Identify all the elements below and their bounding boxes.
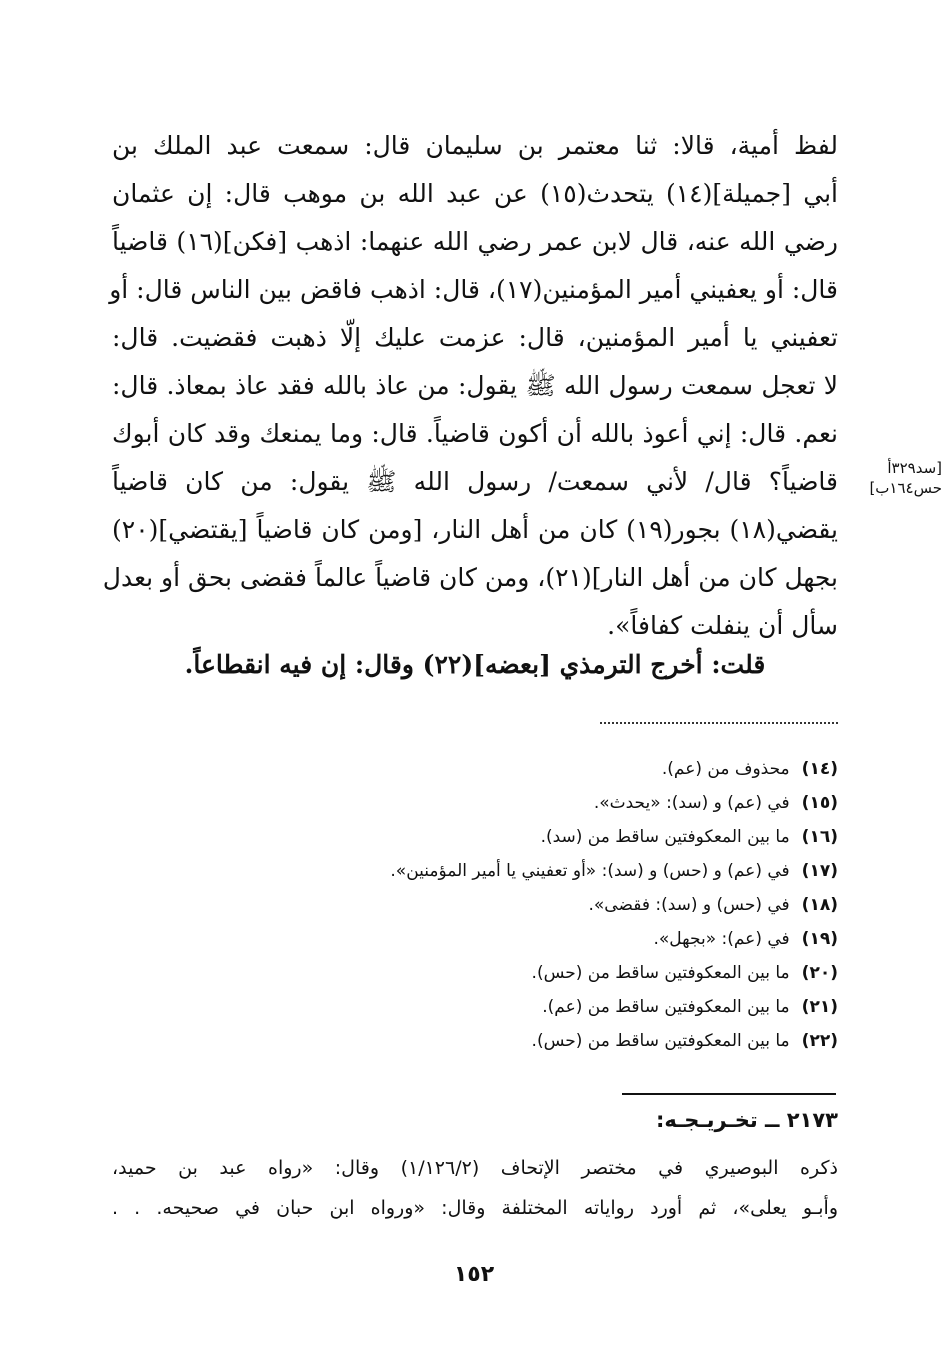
footnote-text: ما بين المعكوفتين ساقط من (سد). — [540, 827, 790, 847]
takhrij-separator-rule — [622, 1093, 836, 1095]
footnote-text: في (عم): «بجهل». — [653, 929, 790, 949]
takhrij-line: وأبـو يعلى»، ثم أورد رواياته المختلفة وقال: «ورواه ابن حبان في صحيحه. . . — [112, 1197, 838, 1219]
footnote-item — [330, 922, 838, 956]
takhrij-line: ذكره البوصيري في مختصر الإتحاف (١/١٢٦/٢) وقال: «رواه عبد بن حميد، — [112, 1157, 838, 1179]
main-text-line: رضي الله عنه، قال لابن عمر رضي الله عنهما: اذهب [فكن](١٦) قاضياً — [112, 227, 838, 256]
footnote-number: (١٦) — [801, 827, 838, 847]
footnote-number: (١٩) — [801, 929, 838, 949]
author-conclusion: قلت: أخرج الترمذي [بعضه](٢٢) وقال: إن فيه انقطاعاً. — [184, 650, 766, 679]
footnote-separator — [600, 722, 838, 724]
footnote-number: (٢٠) — [801, 963, 838, 983]
main-text-line: أبي [جميلة](١٤) يتحدث(١٥) عن عبد الله بن موهب قال: إن عثمان — [112, 179, 838, 208]
footnote-number: (١٨) — [801, 895, 838, 915]
footnote-item — [330, 956, 838, 990]
takhrij-heading: ٢١٧٣ ــ تخـريـجـه: — [655, 1108, 838, 1132]
footnotes-list — [330, 752, 838, 1058]
main-text-line: لا تعجل سمعت رسول الله ﷺ يقول: من عاذ بالله فقد عاذ بمعاذ. قال: — [112, 371, 838, 400]
footnote-item — [330, 820, 838, 854]
main-text-line: سأل أن ينفلت كفافاً». — [607, 611, 838, 640]
main-text-line: تعفيني يا أمير المؤمنين، قال: عزمت عليك إلّا ذهبت فقضيت. قال: — [112, 323, 838, 352]
footnote-item — [330, 1024, 838, 1058]
footnote-number: (٢١) — [801, 997, 838, 1017]
main-text-line: قاضياً؟ قال/ لأني سمعت/ رسول الله ﷺ يقول: من كان قاضياً — [112, 467, 838, 496]
main-text-line: قال: أو يعفيني أمير المؤمنين(١٧)، قال: اذهب فاقض بين الناس قال: أو — [109, 275, 838, 304]
footnote-item — [330, 786, 838, 820]
footnote-text: في (حس) و (سد): فقضى». — [588, 895, 790, 915]
footnote-item — [330, 990, 838, 1024]
main-text-block — [102, 122, 838, 650]
footnote-text: ما بين المعكوفتين ساقط من (حس). — [531, 1031, 790, 1051]
footnote-number: (٢٢) — [801, 1031, 838, 1051]
footnote-item — [330, 888, 838, 922]
footnote-text: ما بين المعكوفتين ساقط من (عم). — [542, 997, 790, 1017]
margin-manuscript-reference — [838, 458, 942, 498]
main-text-line: نعم. قال: إني أعوذ بالله أن أكون قاضياً. قال: وما يمنعك وقد كان أبوك — [112, 419, 838, 448]
margin-note-line: حس١٦٤ب] — [869, 479, 942, 497]
footnote-number: (١٤) — [801, 759, 838, 779]
takhrij-body — [112, 1148, 838, 1228]
page-number: ١٥٢ — [453, 1262, 495, 1287]
margin-note-line: [سد٣٢٩أ — [887, 459, 942, 477]
footnote-text: في (عم) و (سد): «يحدث». — [593, 793, 790, 813]
footnote-number: (١٥) — [801, 793, 838, 813]
main-text-line: لفظ أمية، قالا: ثنا معتمر بن سليمان قال: سمعت عبد الملك بن — [112, 131, 838, 160]
footnote-text: محذوف من (عم). — [661, 759, 790, 779]
footnote-number: (١٧) — [801, 861, 838, 881]
footnote-item — [330, 752, 838, 786]
footnote-text: في (عم) و (حس) و (سد): «أو تعفيني يا أمير المؤمنين». — [390, 861, 790, 881]
main-text-line: يقضي(١٨) بجور(١٩) كان من أهل النار، [ومن كان قاضياً [يقتضي](٢٠) — [112, 515, 838, 544]
footnote-text: ما بين المعكوفتين ساقط من (حس). — [531, 963, 790, 983]
footnote-item — [330, 854, 838, 888]
main-text-line: بجهل كان من أهل النار](٢١)، ومن كان قاضياً عالماً فقضى بحق أو بعدل — [102, 563, 838, 592]
